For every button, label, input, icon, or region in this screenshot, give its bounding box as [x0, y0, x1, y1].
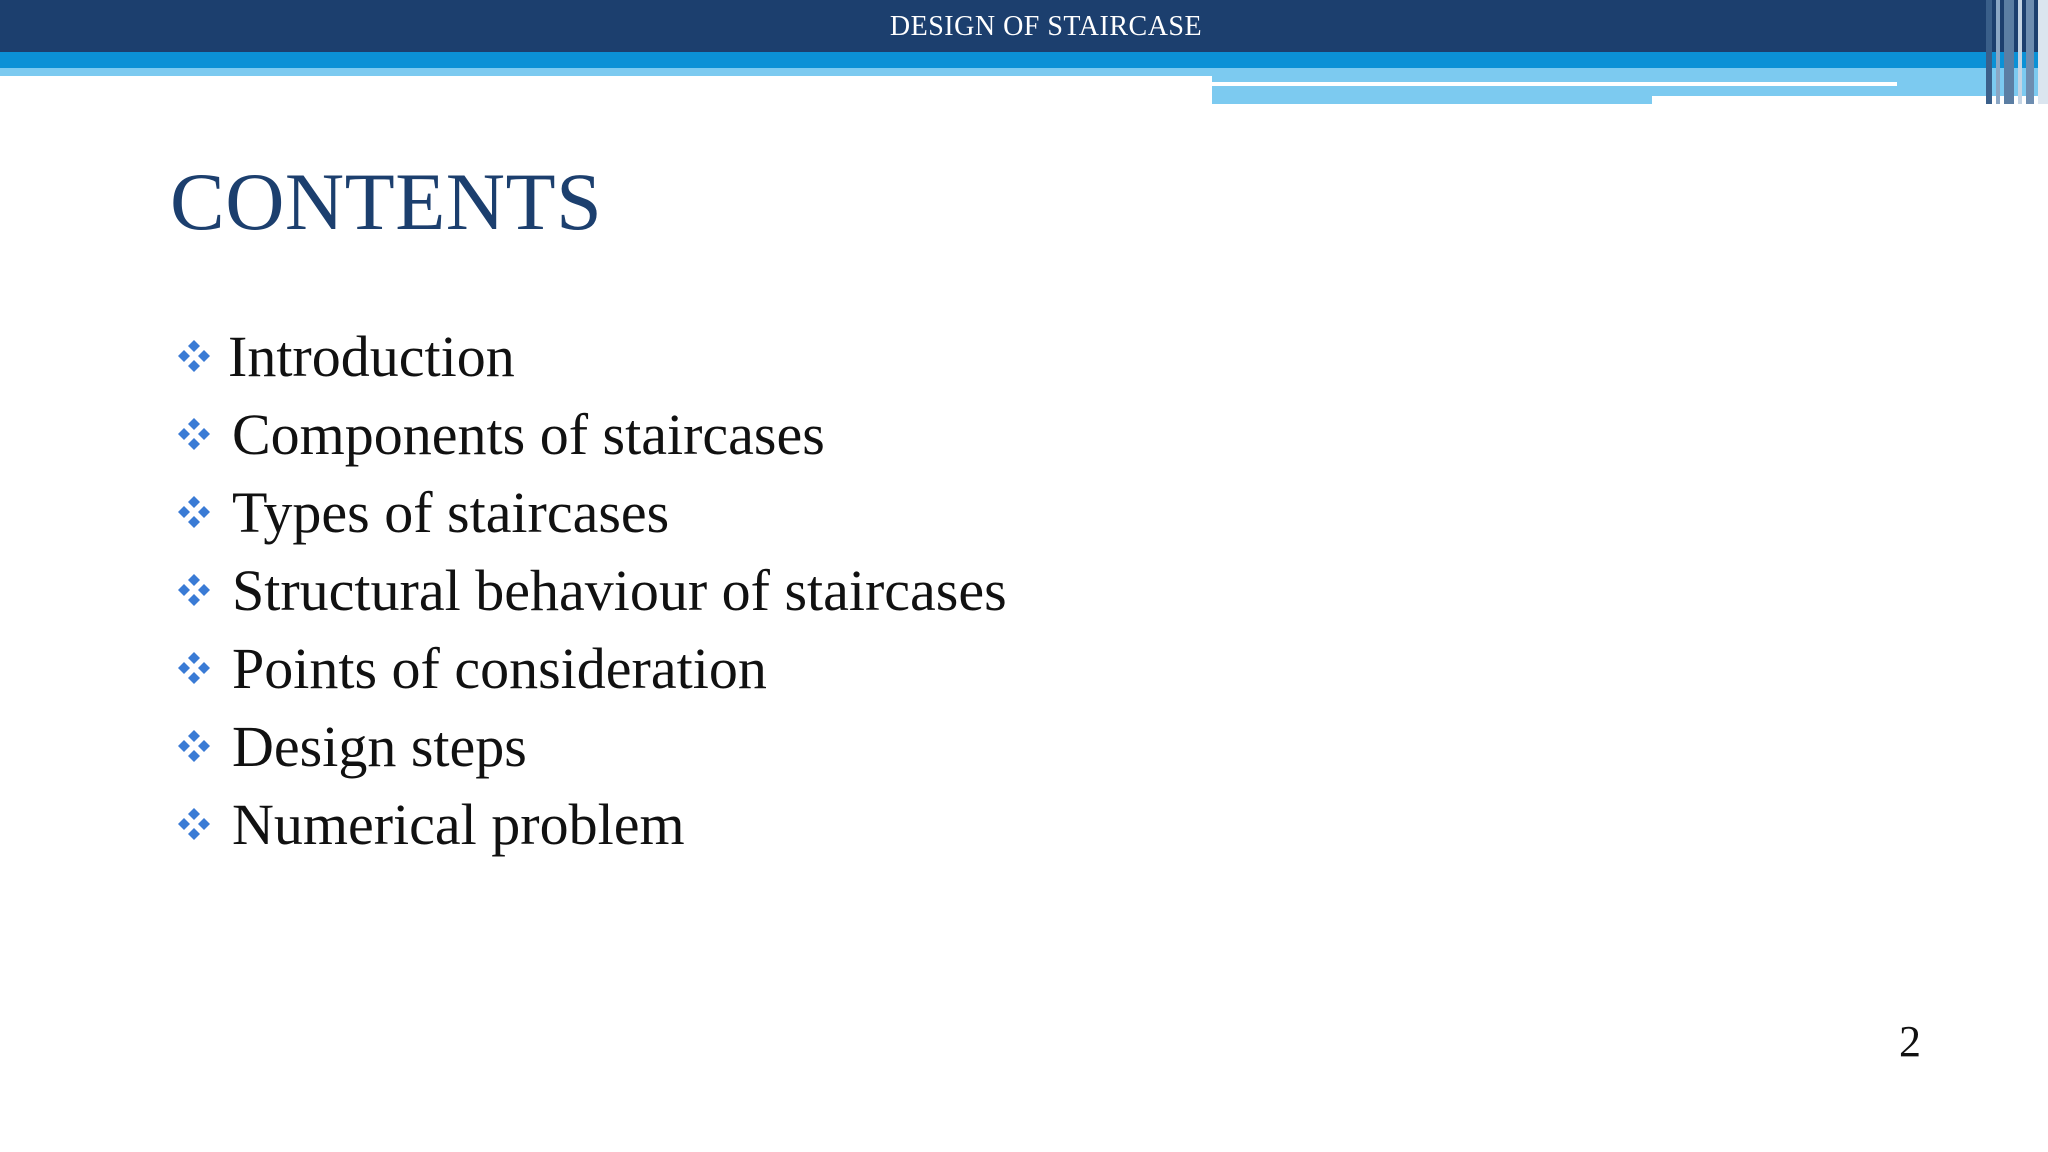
list-item-label: Design steps	[232, 714, 527, 779]
header-band	[0, 0, 2048, 52]
list-item-label: Introduction	[228, 324, 515, 389]
contents-list	[172, 318, 1007, 864]
corner-bar	[2026, 0, 2034, 104]
four-diamond-bullet-icon	[172, 334, 216, 378]
header-stripe-light	[0, 68, 1212, 76]
corner-bar	[2004, 0, 2014, 104]
list-item	[172, 786, 1007, 864]
corner-bar	[2018, 0, 2022, 104]
list-item-label: Points of consideration	[232, 636, 767, 701]
header-stripe	[0, 52, 2048, 68]
four-diamond-bullet-icon	[172, 646, 216, 690]
four-diamond-bullet-icon	[172, 724, 216, 768]
slide-title: CONTENTS	[170, 156, 603, 247]
list-item	[172, 474, 1007, 552]
list-item	[172, 708, 1007, 786]
header-title: DESIGN OF STAIRCASE	[889, 11, 1203, 42]
four-diamond-bullet-icon	[172, 412, 216, 456]
list-item	[172, 630, 1007, 708]
four-diamond-bullet-icon	[172, 490, 216, 534]
list-item	[172, 318, 1007, 396]
corner-bar	[2038, 0, 2048, 104]
list-item	[172, 552, 1007, 630]
list-item-label: Types of staircases	[232, 480, 670, 545]
corner-bar	[1986, 0, 1992, 104]
four-diamond-bullet-icon	[172, 568, 216, 612]
four-diamond-bullet-icon	[172, 802, 216, 846]
header-stripe-line	[1212, 82, 1897, 86]
list-item-label: Components of staircases	[232, 402, 825, 467]
corner-bar	[1996, 0, 2000, 104]
list-item	[172, 396, 1007, 474]
list-item-label: Structural behaviour of staircases	[232, 558, 1007, 623]
list-item-label: Numerical problem	[232, 792, 685, 857]
page-number: 2	[1899, 1017, 1921, 1066]
